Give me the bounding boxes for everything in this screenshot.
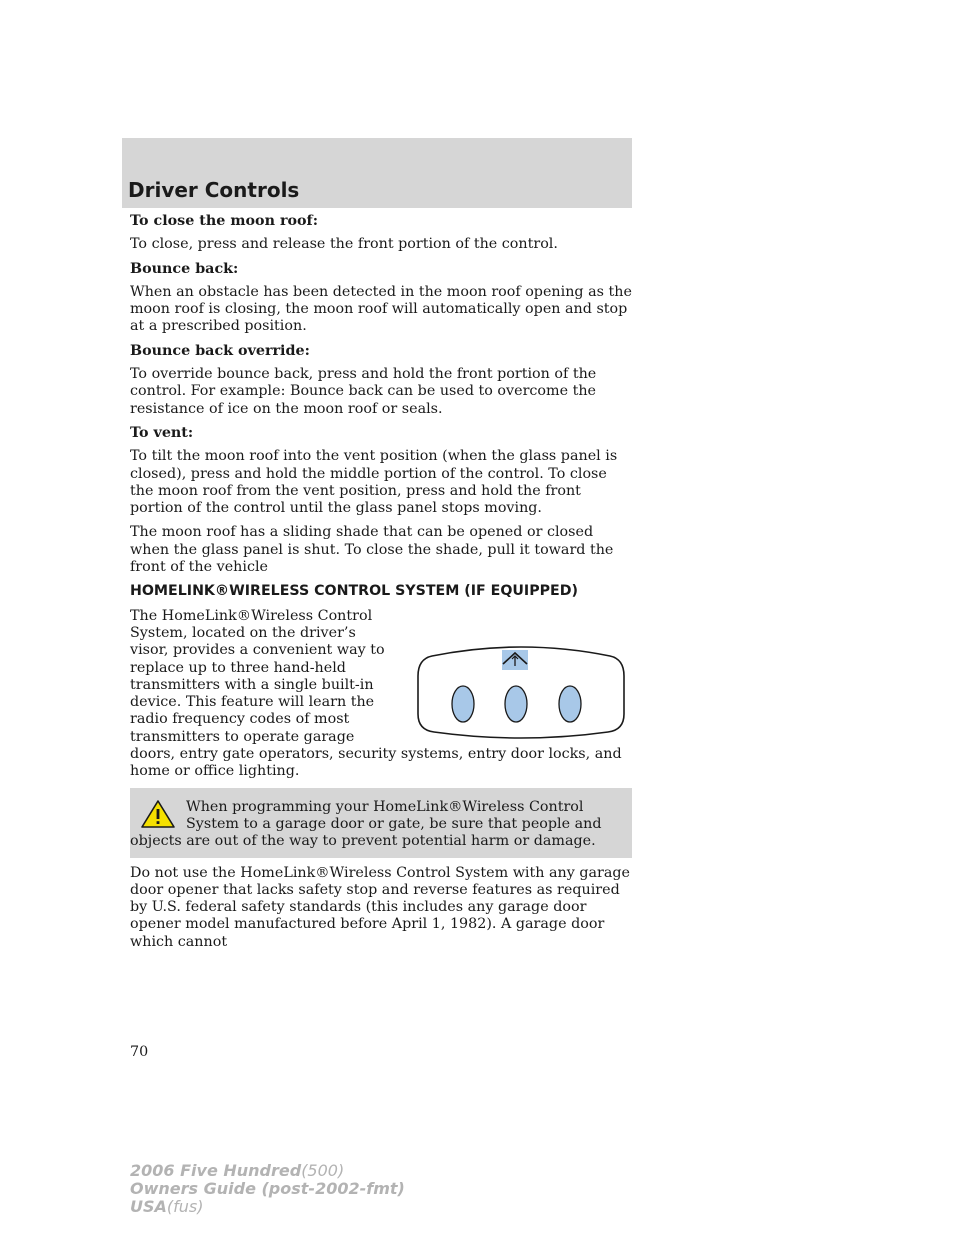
override-heading: Bounce back override: [130,342,310,359]
homelink-block [130,608,632,781]
footer-line-1 [130,1162,405,1180]
footer-model: 2006 Five Hundred [130,1161,302,1180]
homelink-button-1 [452,686,474,722]
homelink-button-2 [505,686,527,722]
homelink-text-full: doors, entry gate operators, security systems, entry door locks, and home or office lighting. [130,746,622,780]
footer-line-2: Owners Guide (post-2002-fmt) [130,1179,405,1198]
warning-box [130,788,632,858]
shade-text: The moon roof has a sliding shade that can be opened or closed when the glass panel is shut. To close the shade, pull it toward the front of the vehicle [130,524,614,576]
footer-market: USA [130,1197,167,1216]
footer-line-3 [130,1198,405,1216]
footer [130,1162,405,1216]
vent-text: To tilt the moon roof into the vent position (when the glass panel is closed), press and hold the middle portion of the control. To close the moon roof from the vent position, press and hold the front portion of the control until the glass panel stops moving. [130,448,618,517]
vent-heading: To vent: [130,424,194,441]
caution-text: Do not use the HomeLink®Wireless Control System with any garage door opener that lacks safety stop and reverse features as required by U.S. federal safety standards (this includes any garage door opener model manufactured before April 1, 1982). A garage door which cannot [130,864,630,950]
footer-market-code: (fus) [166,1197,204,1216]
homelink-heading: HOMELINK®WIRELESS CONTROL SYSTEM (IF EQUIPPED) [130,583,578,600]
warning-text: When programming your HomeLink®Wireless Control System to a garage door or gate, be sure that people and objects are out of the way to prevent potential harm or damage. [130,798,602,850]
homelink-visor-figure [410,644,632,740]
bounce-heading: Bounce back: [130,260,239,277]
close-heading: To close the moon roof: [130,213,318,229]
page-content [130,213,632,958]
home-icon [502,650,528,670]
warning-triangle-icon [140,799,176,829]
page-title: Driver Controls [128,178,300,202]
override-text: To override bounce back, press and hold the front portion of the control. For example: Bounce back can be used to overcome the resistance of ice on the moon roof or seals. [130,366,597,417]
close-text: To close, press and release the front portion of the control. [130,236,558,253]
homelink-button-3 [559,686,581,722]
page-number: 70 [130,1044,149,1060]
footer-model-code: (500) [301,1161,345,1180]
bounce-text: When an obstacle has been detected in the moon roof opening as the moon roof is closing, the moon roof will automatically open and stop at a prescribed position. [130,283,632,335]
homelink-text-narrow: The HomeLink®Wireless Control System, located on the driver’s visor, provides a convenient way to replace up to three hand-held transmitters with a single built-in device. This feature will learn the radio frequency codes of most transmitters to operate garage [130,607,385,745]
